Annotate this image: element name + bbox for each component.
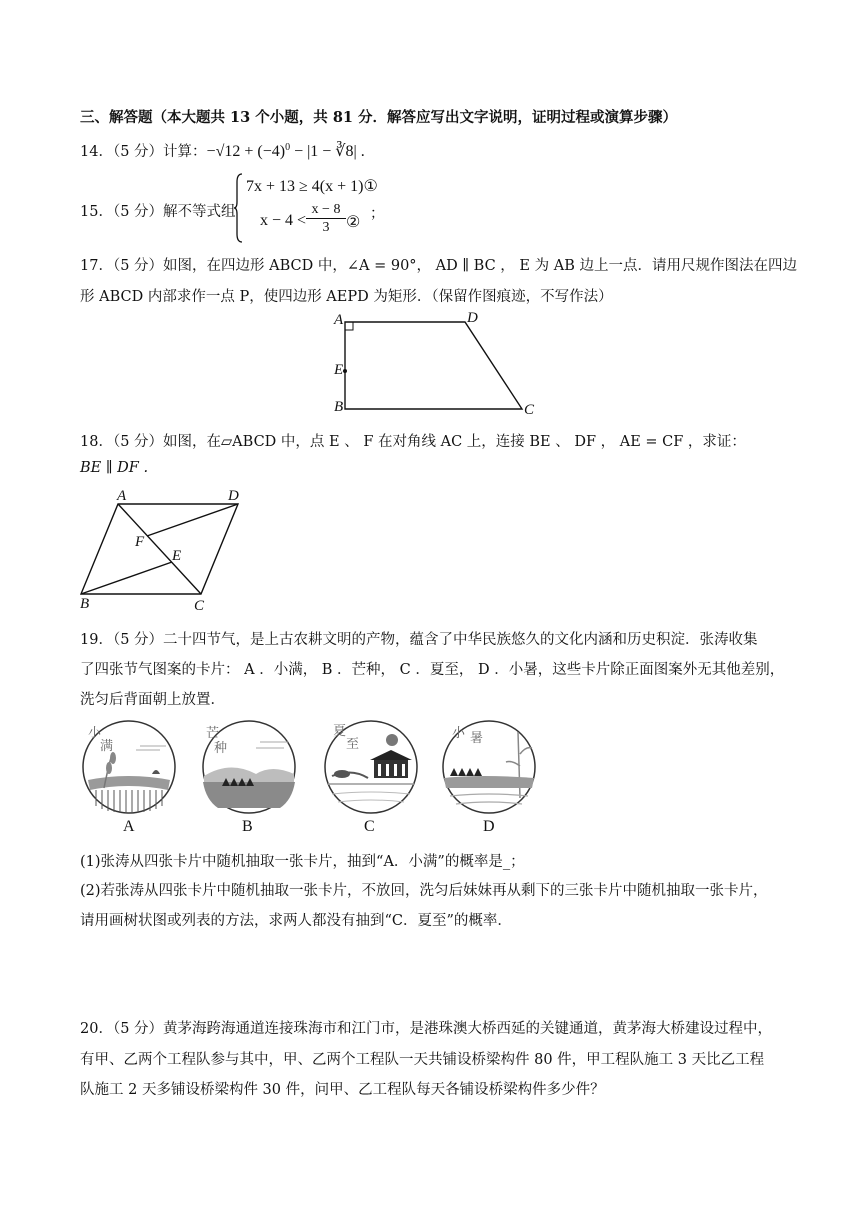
q17-label-e: E [334, 362, 344, 378]
section-heading: 三、解答题（本大题共 13 个小题，共 81 分．解答应写出文字说明，证明过程或演算步骤） [80, 109, 678, 126]
q17-label-d: D [467, 310, 478, 326]
q15-fraction [306, 201, 346, 237]
q17-line-1: 17．（5 分）如图，在四边形 ABCD 中，∠A = 90°， AD ∥ BC ， E 为 AB 边上一点．请用尺规作图法在四边 [80, 258, 797, 274]
q15-suffix: ； [370, 206, 385, 222]
q15-line-2-left: x − 4 < [260, 212, 307, 229]
right-angle-mark [345, 322, 353, 330]
q19-line-2: 了四张节气图案的卡片： A ．小满， B ．芒种， C ．夏至， D ．小暑，这些卡片除正面图案外无其他差别， [80, 662, 785, 678]
q19-part-2-line-1: (2)若张涛从四张卡片中随机抽取一张卡片，不放回，洗匀后妹妹再从剩下的三张卡片中随机抽取一张卡片， [80, 883, 768, 899]
q18-label-e: E [172, 548, 182, 564]
q19-part-1: (1)张涛从四张卡片中随机抽取一张卡片，抽到“A．小满”的概率是_； [80, 854, 525, 870]
question-14 [80, 140, 365, 161]
q18-label-c: C [194, 598, 205, 614]
point-e-dot [343, 369, 347, 373]
q14-expr-b: − |1 − ∛8| . [290, 143, 365, 160]
card-label-c: C [364, 818, 375, 835]
q17-label-b: B [334, 399, 344, 415]
q18-line-2: BE ∥ DF . [80, 460, 149, 476]
card-a-glyph-2: 满 [100, 739, 114, 754]
card-c-glyph-2: 至 [346, 737, 360, 752]
q18-label-f: F [135, 534, 145, 550]
card-d-glyph-1: 小 [452, 726, 466, 741]
q14-exponent: 0 [285, 142, 291, 154]
q20-line-2: 有甲、乙两个工程队参与其中，甲、乙两个工程队一天共铺设桥梁构件 80 件，甲工程队施工 3 天比乙工程 [80, 1052, 765, 1068]
q15-fraction-denominator: 3 [322, 220, 330, 235]
q17-trapezoid-figure [330, 310, 540, 418]
q15-line-2-right: ② [346, 214, 361, 231]
card-b-glyph-2: 种 [214, 741, 228, 756]
q20-line-3: 队施工 2 天多铺设桥梁构件 30 件，问甲、乙工程队每天各铺设桥梁构件多少件？ [80, 1082, 605, 1098]
q15-prefix: 15．（5 分）解不等式组 [80, 204, 236, 220]
q15-fraction-numerator: x − 8 [306, 201, 346, 219]
diagonal-ac [118, 504, 201, 594]
q19-line-1: 19．（5 分）二十四节气，是上古农耕文明的产物，蕴含了中华民族悠久的文化内涵和历史积淀．张涛收集 [80, 632, 758, 648]
q19-part-2-line-2: 请用画树状图或列表的方法，求两人都没有抽到“C．夏至”的概率． [80, 913, 512, 929]
q17-label-c: C [524, 402, 535, 418]
q17-label-a: A [334, 312, 344, 328]
card-label-a: A [123, 818, 135, 835]
card-d-glyph-2: 暑 [470, 731, 484, 746]
q15-line-1: 7x + 13 ≥ 4(x + 1)① [246, 178, 378, 195]
q19-line-3: 洗匀后背面朝上放置． [80, 692, 225, 708]
card-label-b: B [242, 818, 253, 835]
q18-label-a: A [117, 488, 127, 504]
card-label-d: D [483, 818, 495, 835]
card-c-glyph-1: 夏 [333, 724, 347, 739]
segment-df [147, 504, 238, 536]
q17-line-2: 形 ABCD 内部求作一点 P，使四边形 AEPD 为矩形．（保留作图痕迹，不写作法） [80, 289, 613, 305]
q18-parallelogram-figure [76, 490, 256, 615]
q14-prefix: 14．（5 分）计算： [80, 144, 207, 160]
q18-label-d: D [228, 488, 239, 504]
trapezoid-shape [345, 322, 522, 409]
q18-label-b: B [80, 596, 90, 612]
q18-line-1: 18．（5 分）如图，在▱ABCD 中，点 E 、 F 在对角线 AC 上，连接 BE 、 DF ， AE = CF ，求证： [80, 434, 746, 450]
q14-expr-a: −√12 + (−4) [206, 143, 286, 160]
q20-line-1: 20．（5 分）黄茅海跨海通道连接珠海市和江门市，是港珠澳大桥西延的关键通道，黄茅海大桥建设过程中， [80, 1021, 773, 1037]
card-a-glyph-1: 小 [88, 726, 102, 741]
q15-left-brace [234, 172, 244, 244]
card-b-glyph-1: 芒 [206, 726, 220, 741]
segment-be [81, 562, 172, 594]
